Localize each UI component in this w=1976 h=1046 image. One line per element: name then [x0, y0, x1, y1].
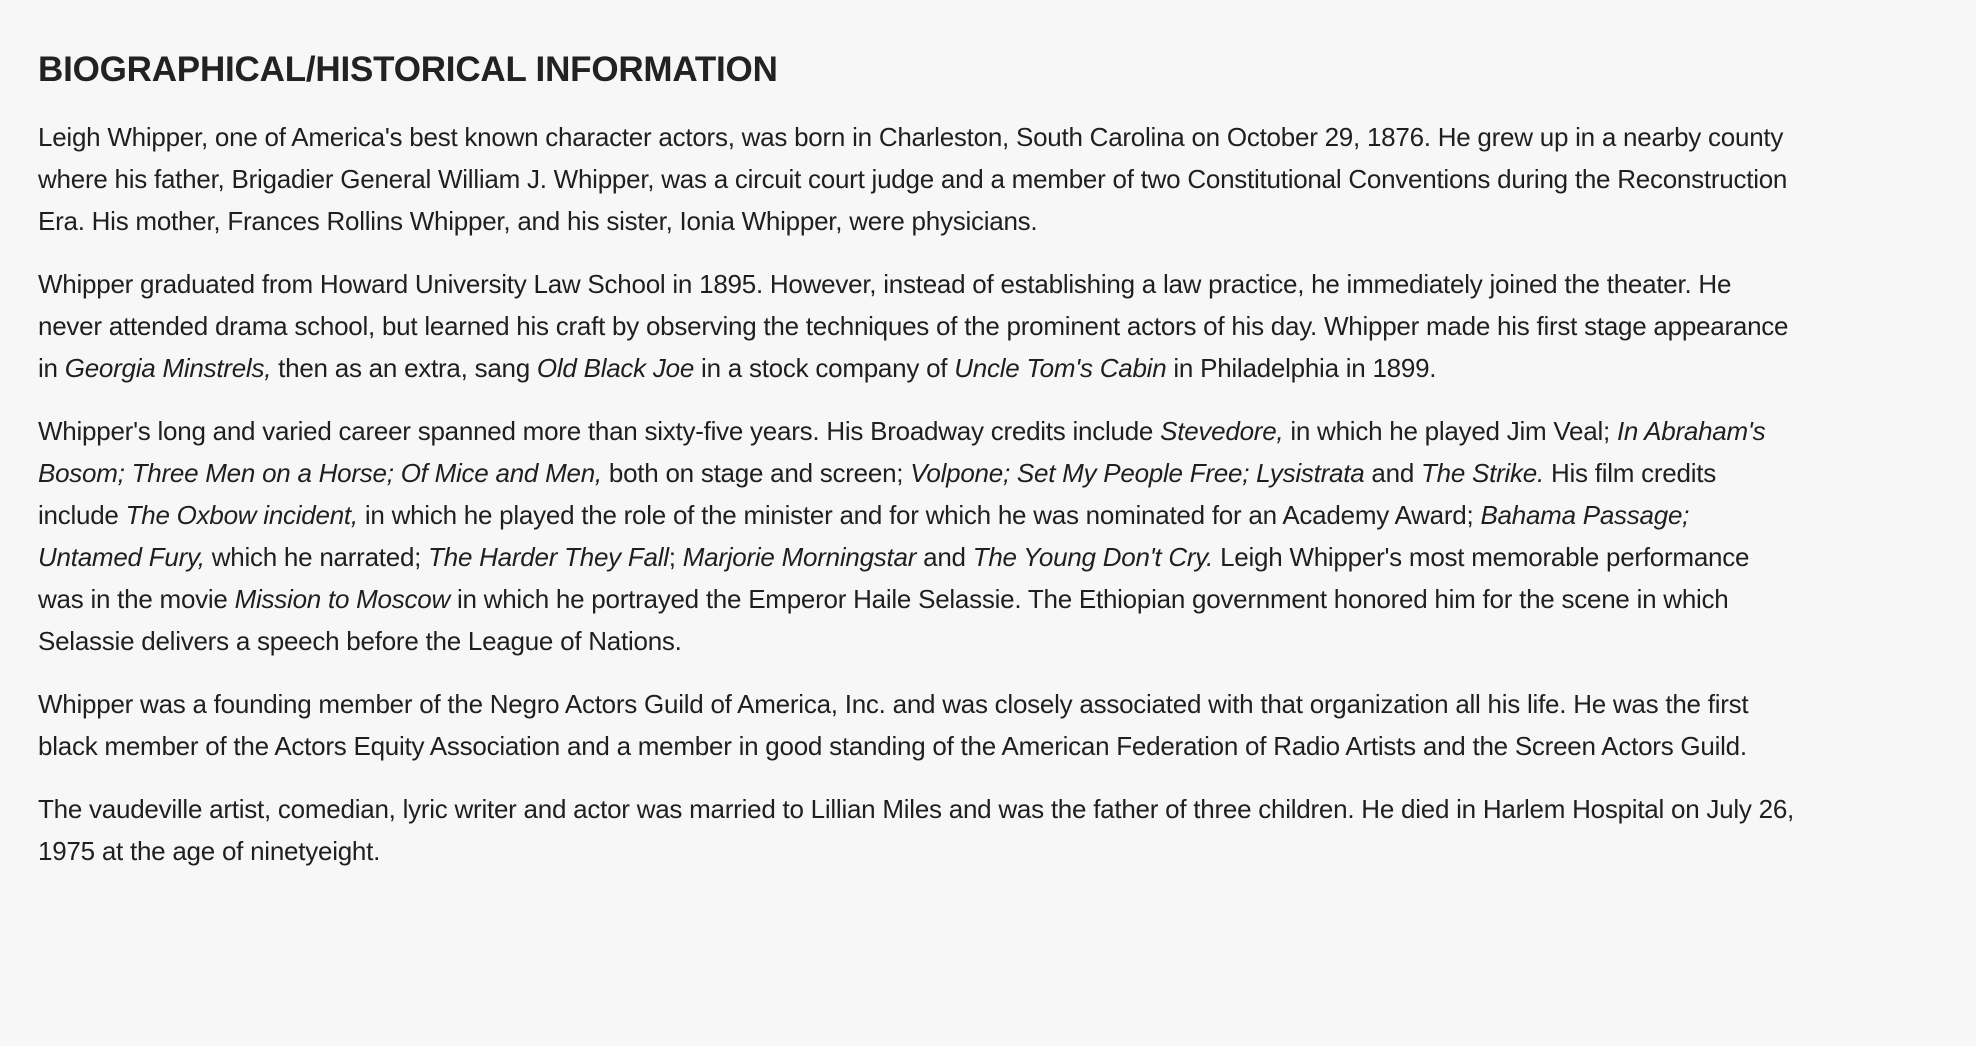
- paragraph-personal-life: [38, 788, 1798, 872]
- paragraph-memberships: [38, 683, 1798, 767]
- paragraph-text: Whipper graduated from Howard University Law School in 1895. However, instead of establishing a law practice, he immediately joined the theater. He never attended drama school, but learned his craft by observing the techniques of the prominent actors of his day. Whipper made his first stage appearance in: [38, 269, 1789, 383]
- paragraph-text: Leigh Whipper's most memorable performance was in the movie: [38, 542, 1750, 614]
- paragraph-text: Whipper was a founding member of the Negro Actors Guild of America, Inc. and was closely associated with that organization all his life. He was the first black member of the Actors Equity Association and a member in good standing of the American Federation of Radio Artists and the Screen Actors Guild.: [38, 689, 1749, 761]
- title-uncle-toms-cabin: Uncle Tom's Cabin: [954, 353, 1167, 383]
- paragraph-text: in which he played Jim Veal;: [1283, 416, 1617, 446]
- titles-broadway-2: Volpone; Set My People Free; Lysistrata: [910, 458, 1365, 488]
- title-the-strike: The Strike.: [1421, 458, 1544, 488]
- paragraph-text: in which he portrayed the Emperor Haile Selassie. The Ethiopian government honored him for the scene in which Selassie delivers a speech before the League of Nations.: [38, 584, 1729, 656]
- titles-broadway-1: In Abraham's Bosom; Three Men on a Horse; Of Mice and Men,: [38, 416, 1766, 488]
- title-young-dont-cry: The Young Don't Cry.: [972, 542, 1214, 572]
- paragraph-text: and: [1364, 458, 1422, 488]
- paragraph-text: then as an extra, sang: [271, 353, 537, 383]
- paragraph-text: which he narrated;: [204, 542, 429, 572]
- paragraph-text: Leigh Whipper, one of America's best known character actors, was born in Charleston, South Carolina on October 29, 1876. He grew up in a nearby county where his father, Brigadier General William J. Whipper, was a circuit court judge and a member of two Constitutional Conventions during the Reconstruction Era. His mother, Frances Rollins Whipper, and his sister, Ionia Whipper, were physicians.: [38, 122, 1788, 236]
- section-heading: BIOGRAPHICAL/HISTORICAL INFORMATION: [38, 50, 778, 89]
- titles-films-1: Bahama Passage; Untamed Fury,: [38, 500, 1690, 572]
- title-oxbow-incident: The Oxbow incident,: [125, 500, 358, 530]
- paragraph-text: both on stage and screen;: [601, 458, 911, 488]
- paragraph-text: in a stock company of: [694, 353, 955, 383]
- title-old-black-joe: Old Black Joe: [536, 353, 695, 383]
- paragraph-text: in Philadelphia in 1899.: [1166, 353, 1437, 383]
- paragraph-career: [38, 410, 1798, 662]
- title-mission-to-moscow: Mission to Moscow: [234, 584, 450, 614]
- paragraph-early-life: [38, 116, 1798, 242]
- paragraph-education: [38, 263, 1798, 389]
- paragraph-text: ;: [668, 542, 683, 572]
- paragraph-text: and: [916, 542, 973, 572]
- paragraph-text: His film credits include: [38, 458, 1716, 530]
- paragraph-text: The vaudeville artist, comedian, lyric writer and actor was married to Lillian Miles and was the father of three children. He died in Harlem Hospital on July 26, 1975 at the age of ninetyeight.: [38, 794, 1795, 866]
- title-georgia-minstrels: Georgia Minstrels,: [64, 353, 272, 383]
- paragraph-text: in which he played the role of the minister and for which he was nominated for an Academy Award;: [357, 500, 1481, 530]
- title-stevedore: Stevedore,: [1160, 416, 1284, 446]
- paragraph-text: Whipper's long and varied career spanned more than sixty-five years. His Broadway credits include: [38, 416, 1161, 446]
- title-marjorie-morningstar: Marjorie Morningstar: [682, 542, 917, 572]
- title-harder-they-fall: The Harder They Fall: [428, 542, 669, 572]
- biography-section: [38, 48, 1798, 893]
